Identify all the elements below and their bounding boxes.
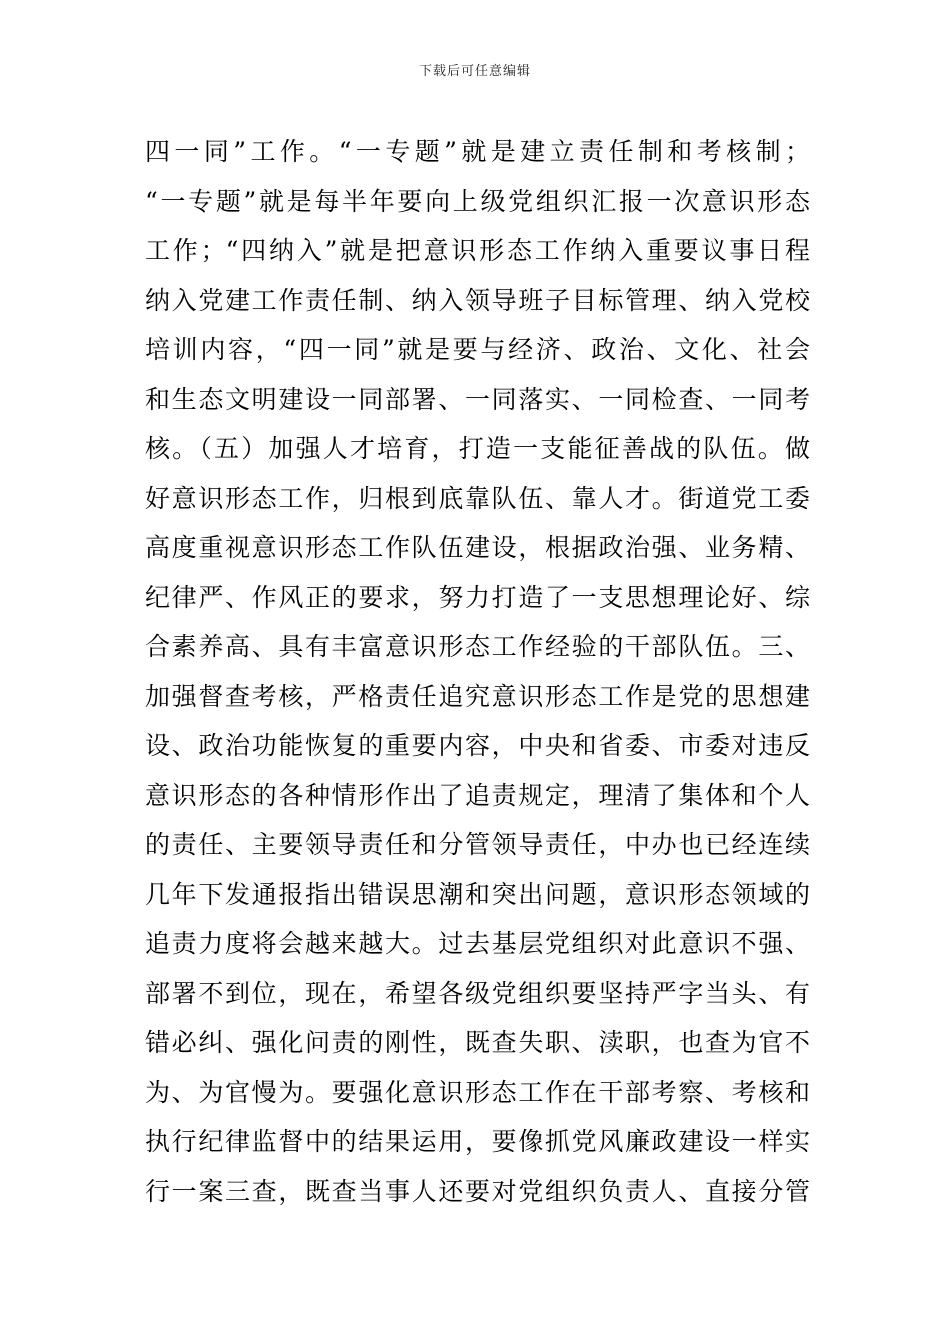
text-line: 几年下发通报指出错误思潮和突出问题，意识形态领域的	[145, 879, 810, 909]
text-line: 意识形态的各种情形作出了追责规定，理清了集体和个人	[145, 780, 810, 810]
text-line: 高度重视意识形态工作队伍建设，根据政治强、业务精、	[145, 533, 810, 562]
text-line: 行一案三查，既查当事人还要对党组织负责人、直接分管	[145, 1176, 810, 1206]
text-line: 加强督查考核，严格责任追究意识形态工作是党的思想建	[145, 681, 810, 711]
text-line: 设、政治功能恢复的重要内容，中央和省委、市委对违反	[145, 731, 810, 760]
text-line: 纪律严、作风正的要求，努力打造了一支思想理论好、综	[145, 582, 810, 612]
text-line: 部署不到位，现在，希望各级党组织要坚持严字当头、有	[145, 978, 810, 1008]
text-line: 工作；“四纳入”就是把意识形态工作纳入重要议事日程	[145, 236, 810, 265]
text-line: 核。（五）加强人才培育，打造一支能征善战的队伍。做	[145, 434, 810, 463]
text-line: 错必纠、强化问责的刚性，既查失职、渎职，也查为官不	[145, 1028, 810, 1057]
text-line: 好意识形态工作，归根到底靠队伍、靠人才。街道党工委	[145, 483, 810, 513]
text-line: 四一同”工作。“一专题”就是建立责任制和考核制；	[145, 137, 810, 166]
text-line: 合素养高、具有丰富意识形态工作经验的干部队伍。三、	[145, 632, 810, 661]
text-line: 和生态文明建设一同部署、一同落实、一同检查、一同考	[145, 384, 810, 414]
header-note: 下载后可任意编辑	[418, 64, 531, 79]
text-line: 为、为官慢为。要强化意识形态工作在干部考察、考核和	[145, 1077, 810, 1107]
text-line: 追责力度将会越来越大。过去基层党组织对此意识不强、	[145, 929, 810, 958]
text-line: 执行纪律监督中的结果运用，要像抓党风廉政建设一样实	[145, 1127, 810, 1156]
text-line: 的责任、主要领导责任和分管领导责任，中办也已经连续	[145, 830, 810, 859]
body-text	[145, 127, 810, 1216]
text-line: 培训内容，“四一同”就是要与经济、政治、文化、社会	[145, 335, 810, 364]
text-line: 纳入党建工作责任制、纳入领导班子目标管理、纳入党校	[145, 285, 810, 315]
text-line: “一专题”就是每半年要向上级党组织汇报一次意识形态	[145, 186, 810, 216]
